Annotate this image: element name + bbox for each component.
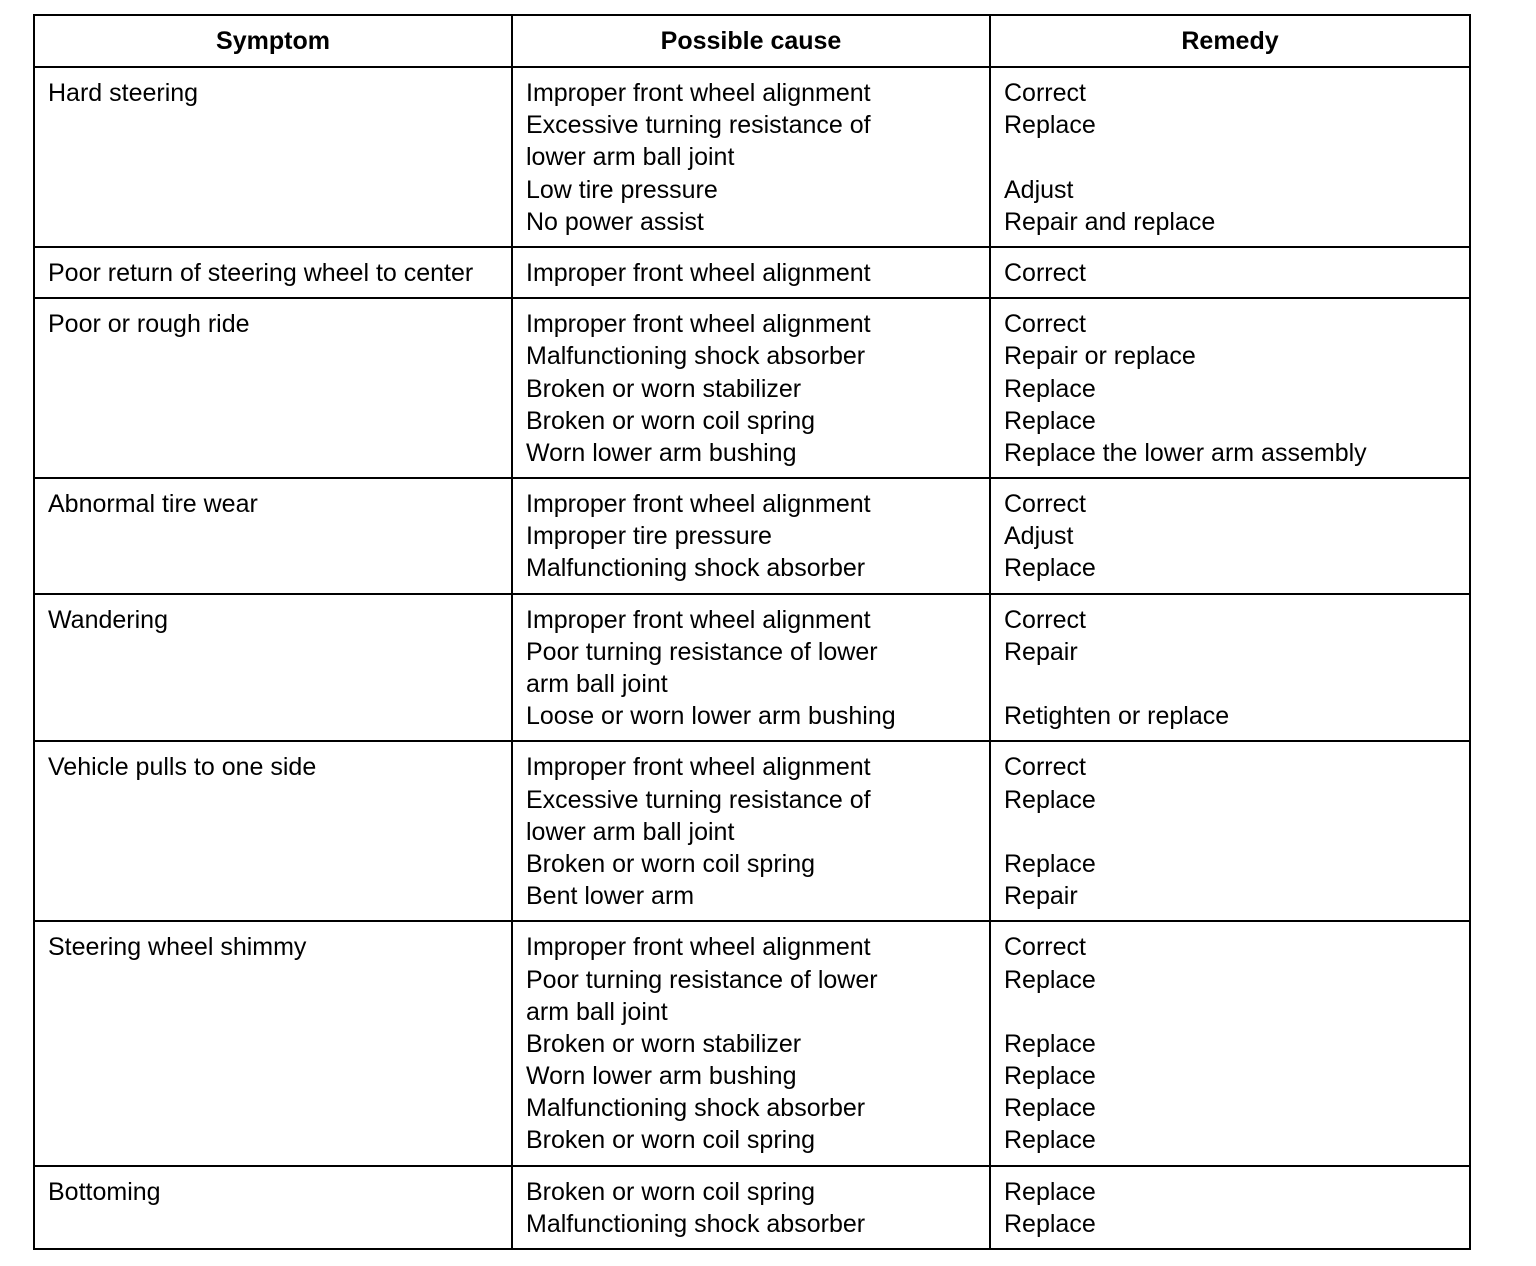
remedy-line [1004,996,1461,1028]
remedy-line: Correct [1004,605,1086,634]
remedy-cell [990,67,1470,247]
possible-cause-cell [512,921,990,1165]
remedy-cell [990,247,1470,298]
cause-line: arm ball joint [526,670,668,698]
remedy-cell [990,298,1470,478]
cause-line: Improper front wheel alignment [526,490,871,519]
cause-line: Malfunctioning shock absorber [526,1209,866,1238]
remedy-line: Correct [1004,79,1086,107]
cause-line: Broken or worn coil spring [526,849,816,878]
remedy-cell [990,594,1470,742]
table-row [34,1166,1470,1249]
cause-line: Malfunctioning shock absorber [526,554,866,583]
cause-line: lower arm ball joint [526,817,735,846]
cause-line: Broken or worn stabilizer [526,1029,802,1058]
symptom-text: Hard steering [48,79,199,107]
remedy-line: Replace [1004,965,1096,994]
table-row [34,921,1470,1165]
remedy-line: Repair [1004,882,1078,911]
troubleshooting-table [33,14,1471,1250]
cause-line: arm ball joint [526,997,668,1026]
cause-line: Improper front wheel alignment [526,605,871,634]
possible-cause-cell [512,741,990,921]
symptom-text: Vehicle pulls to one side [48,753,317,782]
symptom-cell [34,298,512,478]
symptom-text: Steering wheel shimmy [48,933,307,962]
remedy-line: Replace [1004,1177,1096,1206]
cause-line: Improper front wheel alignment [526,258,871,287]
cause-line: Poor turning resistance of lower [526,637,878,666]
remedy-cell [990,741,1470,921]
cause-line: Low tire pressure [526,175,718,204]
table-row [34,594,1470,742]
table-row [34,67,1470,247]
remedy-line: Replace [1004,1029,1096,1058]
header-symptom: Symptom [34,15,512,67]
header-remedy: Remedy [990,15,1470,67]
possible-cause-cell [512,478,990,594]
remedy-line: Correct [1004,258,1086,287]
cause-line: Excessive turning resistance of [526,785,871,814]
symptom-cell [34,67,512,247]
cause-line: Malfunctioning shock absorber [526,342,866,371]
cause-line: Poor turning resistance of lower [526,965,878,994]
cause-line: Worn lower arm bushing [526,438,797,467]
symptom-cell [34,594,512,742]
possible-cause-cell [512,67,990,247]
symptom-cell [34,921,512,1165]
symptom-text: Wandering [48,605,168,634]
symptom-text: Bottoming [48,1177,161,1206]
possible-cause-cell [512,594,990,742]
cause-line: No power assist [526,207,704,236]
remedy-cell [990,1166,1470,1249]
symptom-text: Abnormal tire wear [48,490,258,519]
cause-line: Excessive turning resistance of [526,111,871,140]
possible-cause-cell [512,247,990,298]
remedy-line: Replace the lower arm assembly [1004,438,1367,467]
table-header [34,15,1470,67]
remedy-line: Replace [1004,111,1096,140]
table-row [34,478,1470,594]
symptom-text: Poor or rough ride [48,310,250,339]
remedy-cell [990,921,1470,1165]
header-row [34,15,1470,67]
cause-line: lower arm ball joint [526,143,735,172]
cause-line: Improper front wheel alignment [526,753,871,782]
symptom-text: Poor return of steering wheel to center [48,258,474,287]
remedy-line: Replace [1004,554,1096,583]
remedy-line: Replace [1004,374,1096,403]
possible-cause-cell [512,298,990,478]
symptom-cell [34,741,512,921]
remedy-line: Repair [1004,637,1078,666]
remedy-line: Replace [1004,1126,1096,1155]
remedy-line: Replace [1004,1209,1096,1238]
cause-line: Broken or worn coil spring [526,1177,816,1206]
header-possible-cause: Possible cause [512,15,990,67]
cause-line: Worn lower arm bushing [526,1062,797,1091]
remedy-line: Replace [1004,785,1096,814]
table-row [34,298,1470,478]
remedy-line: Replace [1004,406,1096,435]
remedy-line: Retighten or replace [1004,702,1230,731]
remedy-line [1004,141,1461,173]
table-body [34,67,1470,1249]
remedy-line: Correct [1004,490,1086,519]
cause-line: Broken or worn stabilizer [526,374,802,403]
remedy-line: Replace [1004,1062,1096,1091]
remedy-line: Adjust [1004,175,1074,204]
table-row [34,247,1470,298]
symptom-cell [34,247,512,298]
cause-line: Broken or worn coil spring [526,406,816,435]
cause-line: Improper front wheel alignment [526,79,871,107]
remedy-line: Correct [1004,310,1086,339]
remedy-line: Repair or replace [1004,342,1196,371]
cause-line: Malfunctioning shock absorber [526,1094,866,1123]
remedy-line [1004,668,1461,700]
cause-line: Bent lower arm [526,882,695,911]
remedy-line: Adjust [1004,522,1074,551]
remedy-line: Repair and replace [1004,207,1216,236]
remedy-line [1004,816,1461,848]
possible-cause-cell [512,1166,990,1249]
symptom-cell [34,478,512,594]
cause-line: Improper tire pressure [526,522,772,551]
remedy-line: Replace [1004,849,1096,878]
cause-line: Improper front wheel alignment [526,933,871,962]
cause-line: Broken or worn coil spring [526,1126,816,1155]
symptom-cell [34,1166,512,1249]
remedy-line: Correct [1004,933,1086,962]
cause-line: Improper front wheel alignment [526,310,871,339]
remedy-line: Correct [1004,753,1086,782]
remedy-cell [990,478,1470,594]
cause-line: Loose or worn lower arm bushing [526,702,896,731]
table-row [34,741,1470,921]
remedy-line: Replace [1004,1094,1096,1123]
